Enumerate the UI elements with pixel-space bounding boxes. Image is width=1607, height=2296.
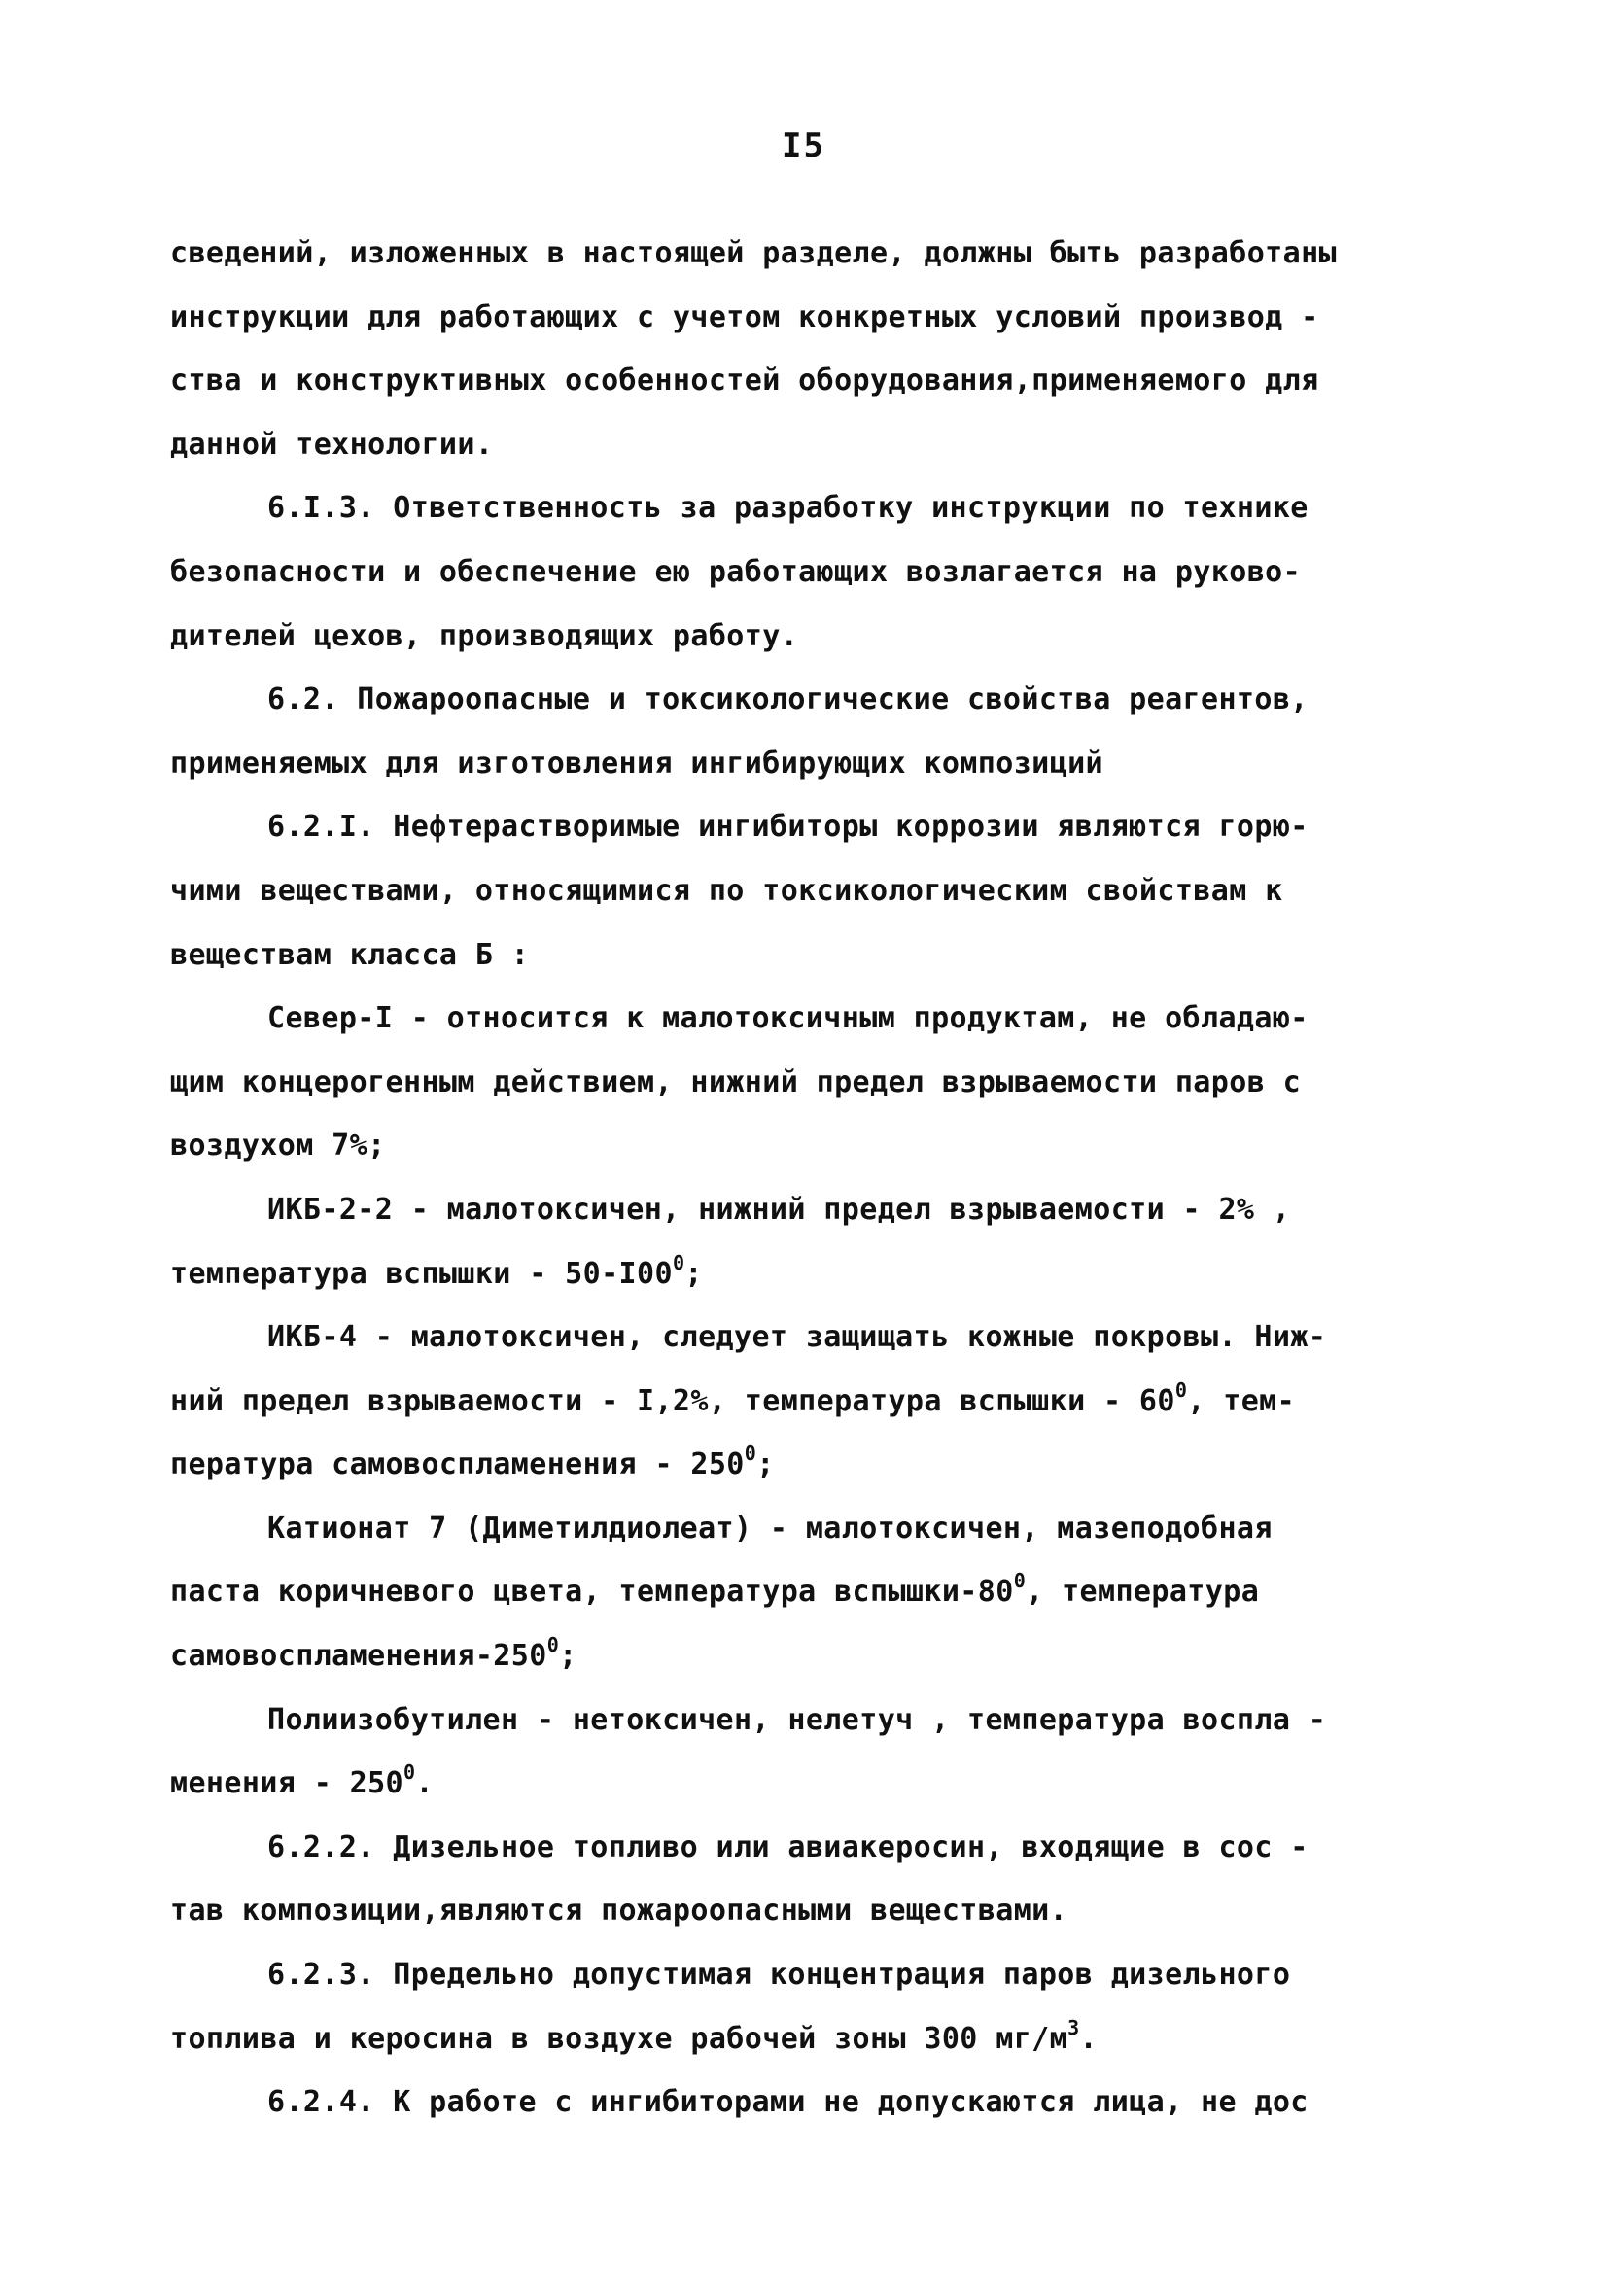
text-line-content: применяемых для изготовления ингибирующих композиций (170, 746, 1103, 781)
text-line (170, 2070, 1434, 2135)
text-line (170, 1560, 1434, 1624)
text-line-content: ства и конструктивных особенностей оборудования,применяемого для (170, 364, 1319, 399)
text-line-content: Полиизобутилен - нетоксичен, нелетуч , температура воспла - (267, 1702, 1327, 1737)
superscript: 0 (672, 1250, 685, 1274)
superscript: 0 (1174, 1377, 1188, 1402)
text-line-content: ний предел взрываемости - I,2%, температура вспышки - 60 (170, 1383, 1175, 1418)
text-line (170, 286, 1434, 350)
text-line (170, 987, 1434, 1051)
text-line (170, 1497, 1434, 1561)
text-line (170, 1242, 1434, 1306)
text-line-content: ИКБ-2-2 - малотоксичен, нижний предел взрываемости - 2% , (267, 1192, 1291, 1227)
page-number: I5 (782, 126, 825, 165)
text-line (170, 605, 1434, 669)
text-line-content: топлива и керосина в воздухе рабочей зоны 300 мг/м (170, 2021, 1068, 2056)
superscript: 3 (1067, 2015, 1080, 2039)
text-line (170, 1433, 1434, 1497)
text-line-content: 6.2.4. К работе с ингибиторами не допускаются лица, не дос (267, 2085, 1309, 2120)
text-line-tail: , тем- (1187, 1383, 1296, 1418)
text-line-content: безопасности и обеспечение ею работающих возлагается на руково- (170, 554, 1302, 589)
text-line-content: менения - 250 (170, 1766, 403, 1801)
text-line-content: паста коричневого цвета, температура вспышки-80 (170, 1575, 1014, 1610)
text-line (170, 923, 1434, 988)
text-line (170, 540, 1434, 605)
text-line-content: сведений, изложенных в настоящей разделе, должны быть разработаны (170, 236, 1337, 270)
text-line-content: данной технологии. (170, 427, 494, 462)
text-line-content: пература самовоспламенения - 250 (170, 1447, 745, 1482)
text-line (170, 476, 1434, 540)
text-line-content: 6.2. Пожароопасные и токсикологические свойства реагентов, (267, 682, 1309, 717)
text-line-content: воздухом 7%; (170, 1129, 386, 1164)
text-line-content: температура вспышки - 50-I00 (170, 1256, 673, 1291)
text-line (170, 349, 1434, 413)
text-line-content: Север-I - относится к малотоксичным продуктам, не обладаю- (267, 1001, 1309, 1036)
text-line-content: веществам класса Б : (170, 937, 530, 972)
text-line (170, 1688, 1434, 1753)
text-line (170, 795, 1434, 859)
text-line (170, 1178, 1434, 1242)
text-line (170, 2007, 1434, 2071)
text-line-tail: , температура (1026, 1575, 1260, 1610)
text-line (170, 1816, 1434, 1880)
text-line-tail: . (1079, 2021, 1098, 2056)
text-line-content: ИКБ-4 - малотоксичен, следует защищать кожные покровы. Ниж- (267, 1320, 1327, 1355)
text-line-tail: ; (756, 1447, 775, 1482)
text-line (170, 859, 1434, 923)
text-line-tail: ; (684, 1256, 703, 1291)
superscript: 0 (1013, 1569, 1027, 1593)
text-line (170, 1305, 1434, 1370)
text-line (170, 1051, 1434, 1115)
text-line-content: Катионат 7 (Диметилдиолеат) - малотоксичен, мазеподобная (267, 1511, 1273, 1546)
text-line-content: щим концерогенным действием, нижний предел взрываемости паров с (170, 1064, 1302, 1099)
body-text (170, 222, 1434, 2135)
text-line-content: чими веществами, относящимися по токсикологическим свойствам к (170, 873, 1283, 908)
text-line-tail: ; (559, 1639, 577, 1674)
text-line (170, 1114, 1434, 1178)
text-line (170, 732, 1434, 796)
text-line-content: тав композиции,являются пожароопасными веществами. (170, 1894, 1068, 1929)
text-line-content: дителей цехов, производящих работу. (170, 618, 799, 653)
text-line-content: 6.2.2. Дизельное топливо или авиакеросин, входящие в сос - (267, 1829, 1309, 1864)
superscript: 0 (403, 1760, 416, 1785)
text-line (170, 1370, 1434, 1434)
text-line (170, 1624, 1434, 1688)
text-line-content: 6.2.I. Нефтерастворимые ингибиторы коррозии являются горю- (267, 810, 1309, 845)
text-line (170, 668, 1434, 732)
text-line (170, 1943, 1434, 2007)
text-line-content: 6.2.3. Предельно допустимая концентрация паров дизельного (267, 1958, 1291, 1993)
text-line (170, 1879, 1434, 1943)
text-line-content: инструкции для работающих с учетом конкретных условий производ - (170, 299, 1319, 334)
superscript: 0 (744, 1442, 757, 1466)
text-line-content: самовоспламенения-250 (170, 1639, 547, 1674)
text-line (170, 222, 1434, 286)
text-line-tail: . (415, 1766, 434, 1801)
text-line-content: 6.I.3. Ответственность за разработку инструкции по технике (267, 491, 1309, 526)
text-line (170, 413, 1434, 477)
superscript: 0 (546, 1633, 560, 1657)
text-line (170, 1752, 1434, 1816)
